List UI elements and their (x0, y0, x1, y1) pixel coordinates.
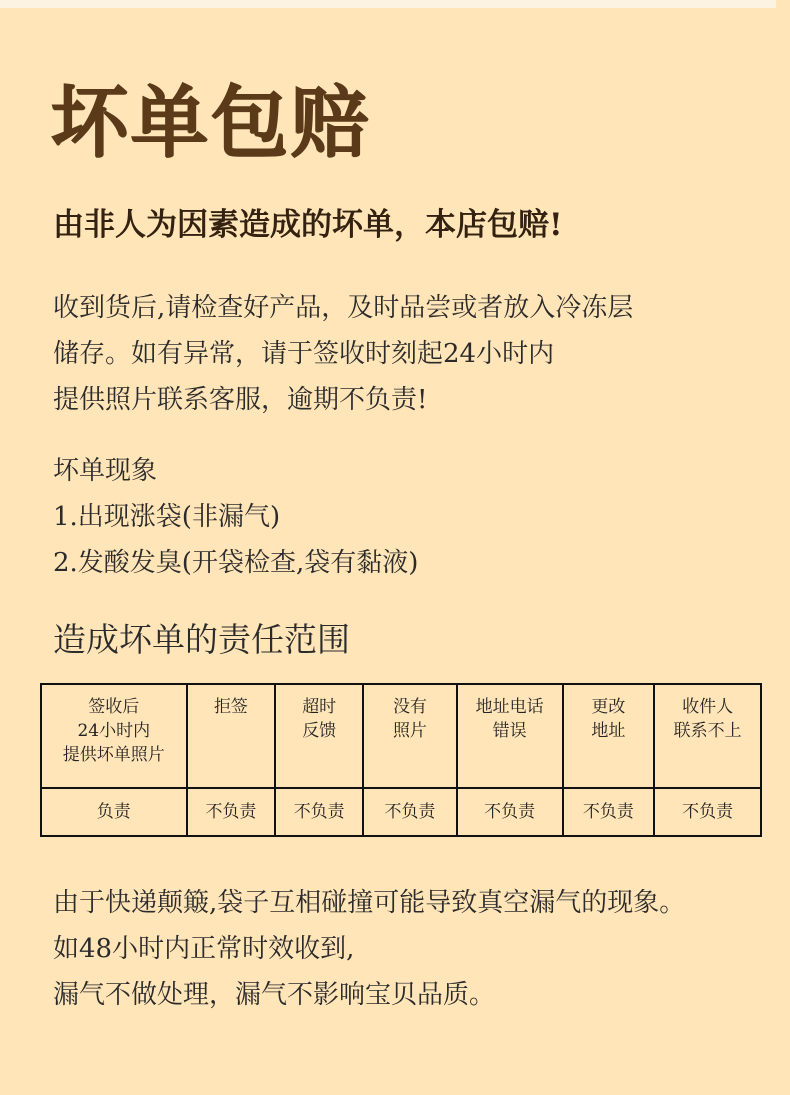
top-strip (0, 0, 776, 8)
value-cell: 负责 (41, 788, 187, 836)
phenomena-item: 1.出现涨袋(非漏气) (53, 502, 281, 532)
footer-line: 由于快递颠簸,袋子互相碰撞可能导致真空漏气的现象。 (53, 888, 686, 918)
header-cell: 拒签 (187, 684, 276, 788)
footer-line: 如48小时内正常时效收到, (53, 934, 355, 964)
value-cell: 不负责 (457, 788, 563, 836)
header-cell: 超时 反馈 (275, 684, 363, 788)
phenomena-heading: 坏单现象 (53, 456, 158, 486)
page-subtitle: 由非人为因素造成的坏单，本店包赔! (53, 207, 563, 243)
value-cell: 不负责 (275, 788, 363, 836)
intro-line: 提供照片联系客服，逾期不负责! (53, 385, 428, 415)
header-cell: 更改 地址 (563, 684, 655, 788)
value-cell: 不负责 (654, 788, 761, 836)
table-value-row (41, 788, 761, 836)
header-cell: 地址电话 错误 (457, 684, 563, 788)
intro-paragraph (53, 285, 633, 423)
table-header-row (41, 684, 761, 788)
value-cell: 不负责 (563, 788, 655, 836)
responsibility-table (40, 683, 762, 837)
header-cell: 签收后 24小时内 提供坏单照片 (41, 684, 187, 788)
page-title: 坏单包赔 (50, 78, 371, 168)
footer-paragraph (53, 880, 685, 1018)
header-cell: 没有 照片 (363, 684, 457, 788)
responsibility-heading: 造成坏单的责任范围 (53, 620, 350, 659)
intro-line: 储存。如有异常，请于签收时刻起24小时内 (53, 339, 555, 369)
value-cell: 不负责 (187, 788, 276, 836)
footer-line: 漏气不做处理，漏气不影响宝贝品质。 (53, 980, 496, 1010)
value-cell: 不负责 (363, 788, 457, 836)
header-cell: 收件人 联系不上 (654, 684, 761, 788)
intro-line: 收到货后,请检查好产品，及时品尝或者放入冷冻层 (53, 293, 634, 323)
phenomena-section (53, 448, 418, 586)
phenomena-item: 2.发酸发臭(开袋检查,袋有黏液) (53, 548, 419, 578)
